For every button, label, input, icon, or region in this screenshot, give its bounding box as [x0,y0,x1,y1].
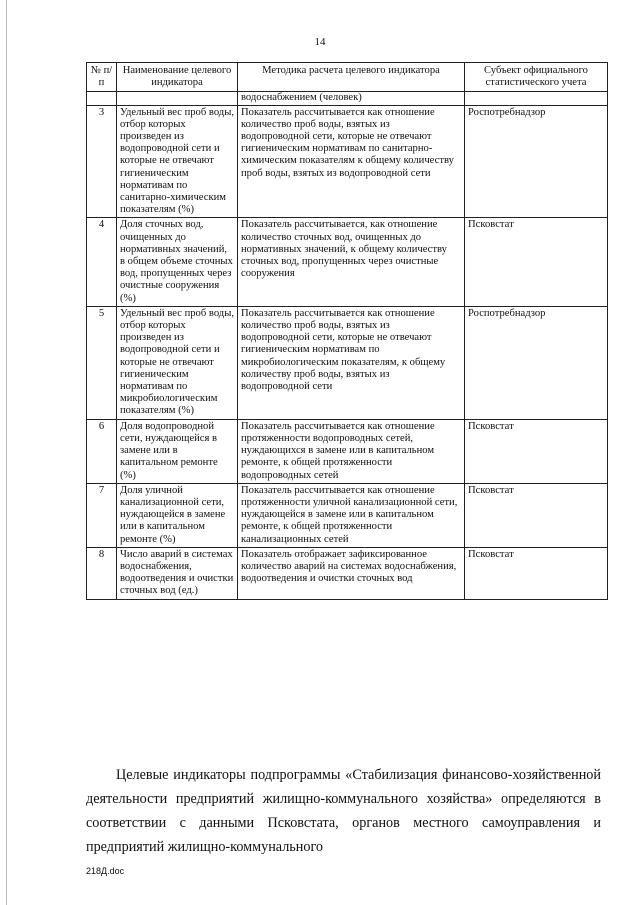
indicator-subject: Псковстат [465,547,608,599]
indicators-table [86,62,608,600]
row-number: 4 [87,218,117,306]
indicator-method: Показатель отображает зафиксированное количество аварий на системах водоснабжения, водоотведения и очистки сточных вод [238,547,465,599]
indicator-name: Доля сточных вод, очищенных до нормативных значений, в общем объеме сточных вод, пропущенных через очистные сооружения (%) [117,218,238,306]
table-row [87,419,608,483]
header-method: Методика расчета целевого индикатора [238,63,465,92]
table-cell [87,92,117,105]
paragraph-text: Целевые индикаторы подпрограммы «Стабилизация финансово-хозяйственной деятельности предприятий жилищно-коммунального хозяйства» определяются в соответствии с данными Псковстата, органов местного самоуправления и предприятий жилищно-коммунального [86,767,601,855]
indicator-name: Доля уличной канализационной сети, нуждающейся в замене или в капитальном ремонте (%) [117,483,238,547]
table-row [87,483,608,547]
table-row [87,547,608,599]
indicator-method: Показатель рассчитывается как отношение количество проб воды, взятых из водопроводной сети, которые не отвечают гигиеническим нормативам по микробиологическим показателям, к общему количеству проб воды, взятых из водопроводной сети [238,306,465,419]
table-row-continuation [87,92,608,105]
table-header-row [87,63,608,92]
indicator-method: Показатель рассчитывается как отношение протяженности водопроводных сетей, нуждающихся в замене или в капитальном ремонте, к общей протяженности водопроводных сетей [238,419,465,483]
indicator-name: Удельный вес проб воды, отбор которых произведен из водопроводной сети и которые не отвечают гигиеническим нормативам по санитарно-химическим показателям (%) [117,105,238,218]
table-row [87,306,608,419]
indicator-name: Число аварий в системах водоснабжения, водоотведения и очистки сточных вод (ед.) [117,547,238,599]
table-row [87,105,608,218]
indicator-subject: Псковстат [465,419,608,483]
indicator-subject: Роспотребнадзор [465,306,608,419]
row-number: 8 [87,547,117,599]
row-number: 6 [87,419,117,483]
header-subject: Субъект официального статистического учета [465,63,608,92]
indicator-subject: Псковстат [465,218,608,306]
table-row [87,218,608,306]
indicator-subject: Псковстат [465,483,608,547]
indicator-method: Показатель рассчитывается как отношение протяженности уличной канализационной сети, нуждающейся в замене или в капитальном ремонте, к общей протяженности канализационных сетей [238,483,465,547]
row-number: 7 [87,483,117,547]
header-indicator-name: Наименование целевого индикатора [117,63,238,92]
indicator-method: Показатель рассчитывается, как отношение количество сточных вод, очищенных до нормативных значений, к общему количеству сточных вод, пропущенных через очистные сооружения [238,218,465,306]
table-cell [117,92,238,105]
scan-edge-line [6,0,7,905]
row-number: 3 [87,105,117,218]
indicator-subject: Роспотребнадзор [465,105,608,218]
footer-filename: 218Д.doc [86,866,125,876]
body-paragraph [86,763,601,859]
table-cell [465,92,608,105]
indicator-method: Показатель рассчитывается как отношение количество проб воды, взятых из водопроводной сети, которые не отвечают гигиеническим нормативам по санитарно-химическим показателям к общему количеству проб воды, взятых из водопроводной сети [238,105,465,218]
indicator-name: Доля водопроводной сети, нуждающейся в замене или в капитальном ремонте (%) [117,419,238,483]
row-number: 5 [87,306,117,419]
header-number: № п/п [87,63,117,92]
indicator-name: Удельный вес проб воды, отбор которых произведен из водопроводной сети и которые не отвечают гигиеническим нормативам по микробиологическим показателям (%) [117,306,238,419]
page-number: 14 [314,36,326,48]
continuation-text: водоснабжением (человек) [238,92,465,105]
